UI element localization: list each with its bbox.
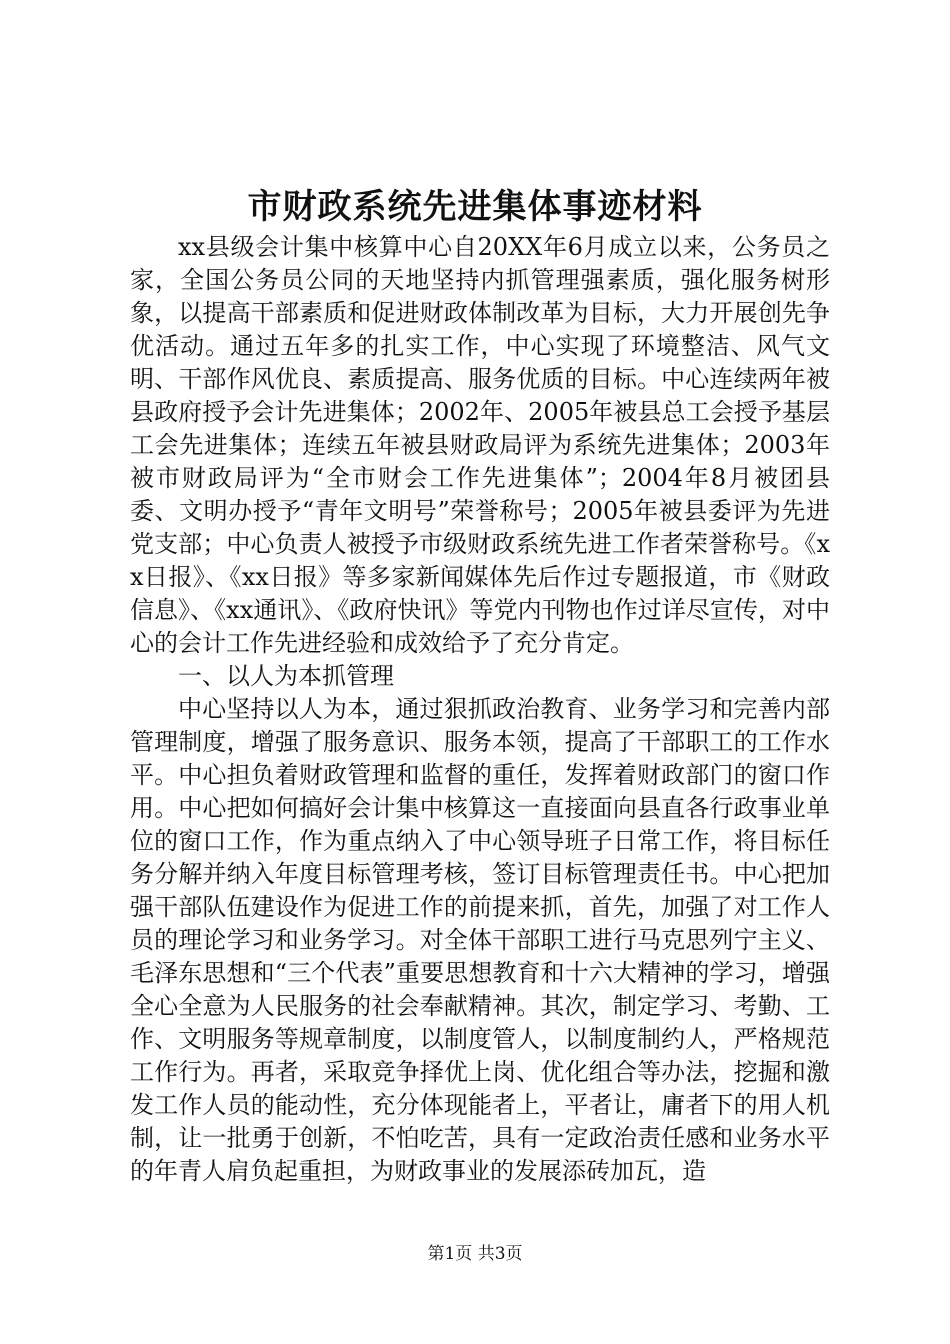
paragraph-intro: xx县级会计集中核算中心自20XX年6月成立以来，公务员之家，全国公务员公同的天地坚持内抓管理强素质，强化服务树形象，以提高干部素质和促进财政体制改革为目标，大力开展创先争优活动。通过五年多的扎实工作，中心实现了环境整洁、风气文明、干部作风优良、素质提高、服务优质的目标。中心连续两年被县政府授予会计先进集体；2002年、2005年被县总工会授予基层工会先进集体；连续五年被县财政局评为系统先进集体；2003年被市财政局评为“全市财会工作先进集体”；2004年8月被团县委、文明办授予“青年文明号”荣誉称号；2005年被县委评为先进党支部；中心负责人被授予市级财政系统先进工作者荣誉称号。《xx日报》、《xx日报》等多家新闻媒体先后作过专题报道，市《财政信息》、《xx通讯》、《政府快讯》等党内刊物也作过详尽宣传，对中心的会计工作先进经验和成效给予了充分肯定。	[130, 233, 830, 657]
page-number-footer: 第1页 共3页	[427, 1244, 523, 1264]
paragraph-management: 中心坚持以人为本，通过狠抓政治教育、业务学习和完善内部管理制度，增强了服务意识、服务本领，提高了干部职工的工作水平。中心担负着财政管理和监督的重任，发挥着财政部门的窗口作用。中心把如何搞好会计集中核算这一直接面向县直各行政事业单位的窗口工作，作为重点纳入了中心领导班子日常工作，将目标任务分解并纳入年度目标管理考核，签订目标管理责任书。中心把加强干部队伍建设作为促进工作的前提来抓，首先，加强了对工作人员的理论学习和业务学习。对全体干部职工进行马克思列宁主义、毛泽东思想和“三个代表”重要思想教育和十六大精神的学习，增强全心全意为人民服务的社会奉献精神。其次，制定学习、考勤、工作、文明服务等规章制度，以制度管人，以制度制约人，严格规范工作行为。再者，采取竞争择优上岗、优化组合等办法，挖掘和激发工作人员的能动性，充分体现能者上，平者让，庸者下的用人机制，让一批勇于创新，不怕吃苦，具有一定政治责任感和业务水平的年青人肩负起重担，为财政事业的发展添砖加瓦，造	[130, 695, 830, 1185]
document-title: 市财政系统先进集体事迹材料	[247, 187, 703, 227]
document-body	[130, 231, 830, 1188]
section-heading: 一、以人为本抓管理	[178, 662, 394, 690]
